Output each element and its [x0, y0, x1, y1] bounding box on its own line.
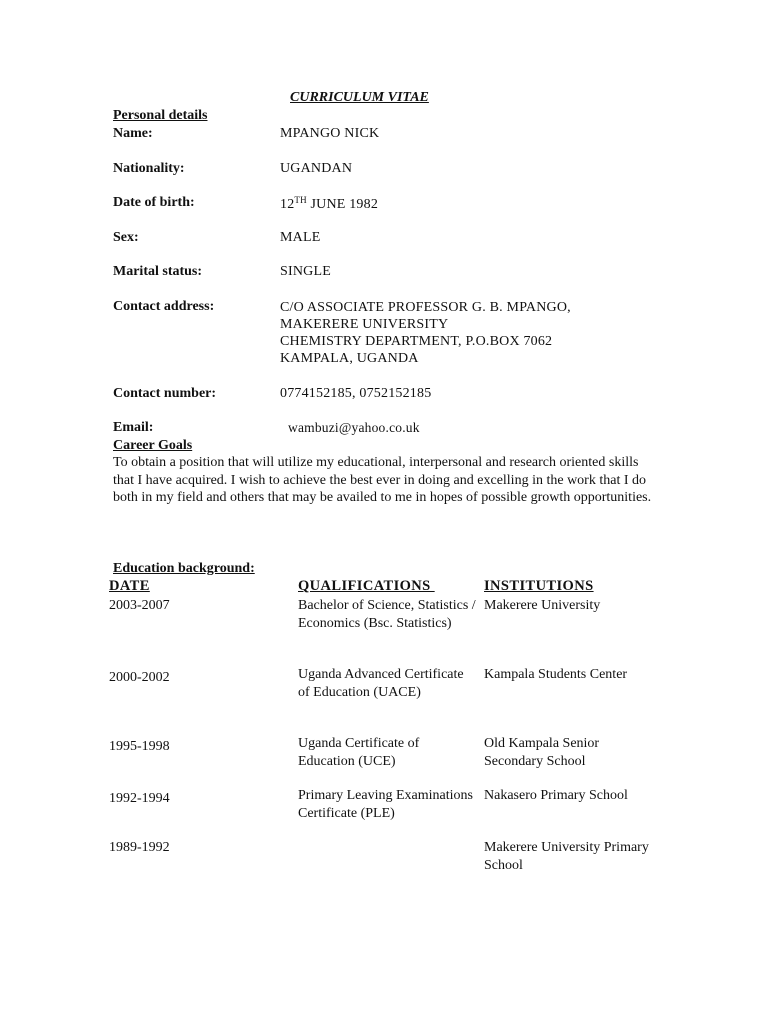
education-date: 1995-1998: [109, 739, 170, 754]
address-line: C/O ASSOCIATE PROFESSOR G. B. MPANGO,: [280, 300, 571, 315]
dob-ordinal: TH: [294, 195, 307, 205]
column-header-date: DATE: [109, 578, 150, 594]
contact-address-value: [280, 299, 571, 367]
education-institution: Kampala Students Center: [484, 667, 628, 682]
education-qualification: Uganda Certificate of Education (UCE): [298, 736, 420, 769]
email-label: Email:: [113, 420, 154, 435]
education-heading: Education background:: [113, 561, 255, 576]
contact-address-label: Contact address:: [113, 299, 215, 314]
name-label: Name:: [113, 126, 153, 141]
education-date: 2000-2002: [109, 670, 170, 685]
nationality-label: Nationality:: [113, 161, 185, 176]
education-date: 2003-2007: [109, 598, 170, 613]
address-line: MAKERERE UNIVERSITY: [280, 317, 449, 332]
marital-status-label: Marital status:: [113, 264, 203, 279]
address-line: CHEMISTRY DEPARTMENT, P.O.BOX 7062: [280, 334, 553, 349]
education-institution: Nakasero Primary School: [484, 788, 628, 803]
education-qualification: Bachelor of Science, Statistics / Economics (Bsc. Statistics): [298, 598, 476, 631]
address-line: KAMPALA, UGANDA: [280, 351, 419, 366]
career-goals-heading: Career Goals: [113, 438, 193, 453]
sex-label: Sex:: [113, 230, 139, 245]
education-qualification: Primary Leaving Examinations Certificate (PLE): [298, 788, 473, 821]
education-date: 1992-1994: [109, 791, 170, 806]
document-title: CURRICULUM VITAE: [290, 90, 429, 105]
marital-status-value: SINGLE: [280, 264, 331, 279]
education-date: 1989-1992: [109, 840, 170, 855]
contact-number-value: 0774152185, 0752152185: [280, 386, 432, 401]
career-goals-text: To obtain a position that will utilize my educational, interpersonal and research oriented skills that I have acquired. I wish to achieve the best ever in doing and excelling in the work that I do both in my field and others that may be availed to me in hopes of possible growth opportunities.: [113, 455, 652, 505]
nationality-value: UGANDAN: [280, 161, 353, 176]
education-institution: Old Kampala Senior Secondary School: [484, 736, 600, 769]
name-value: MPANGO NICK: [280, 126, 380, 141]
personal-details-heading: Personal details: [113, 108, 208, 123]
sex-value: MALE: [280, 230, 321, 245]
education-qualification: Uganda Advanced Certificate of Education (UACE): [298, 667, 464, 700]
column-header-institutions: INSTITUTIONS: [484, 578, 594, 594]
dob-day: 12: [280, 197, 295, 212]
dob-label: Date of birth:: [113, 195, 195, 210]
education-institution: Makerere University: [484, 598, 601, 613]
education-institution: Makerere University Primary School: [484, 840, 649, 873]
column-header-qualifications: QUALIFICATIONS: [298, 578, 435, 594]
dob-value: [280, 195, 378, 213]
dob-month-year: JUNE 1982: [306, 197, 379, 212]
contact-number-label: Contact number:: [113, 386, 217, 401]
email-value: wambuzi@yahoo.co.uk: [288, 420, 420, 435]
